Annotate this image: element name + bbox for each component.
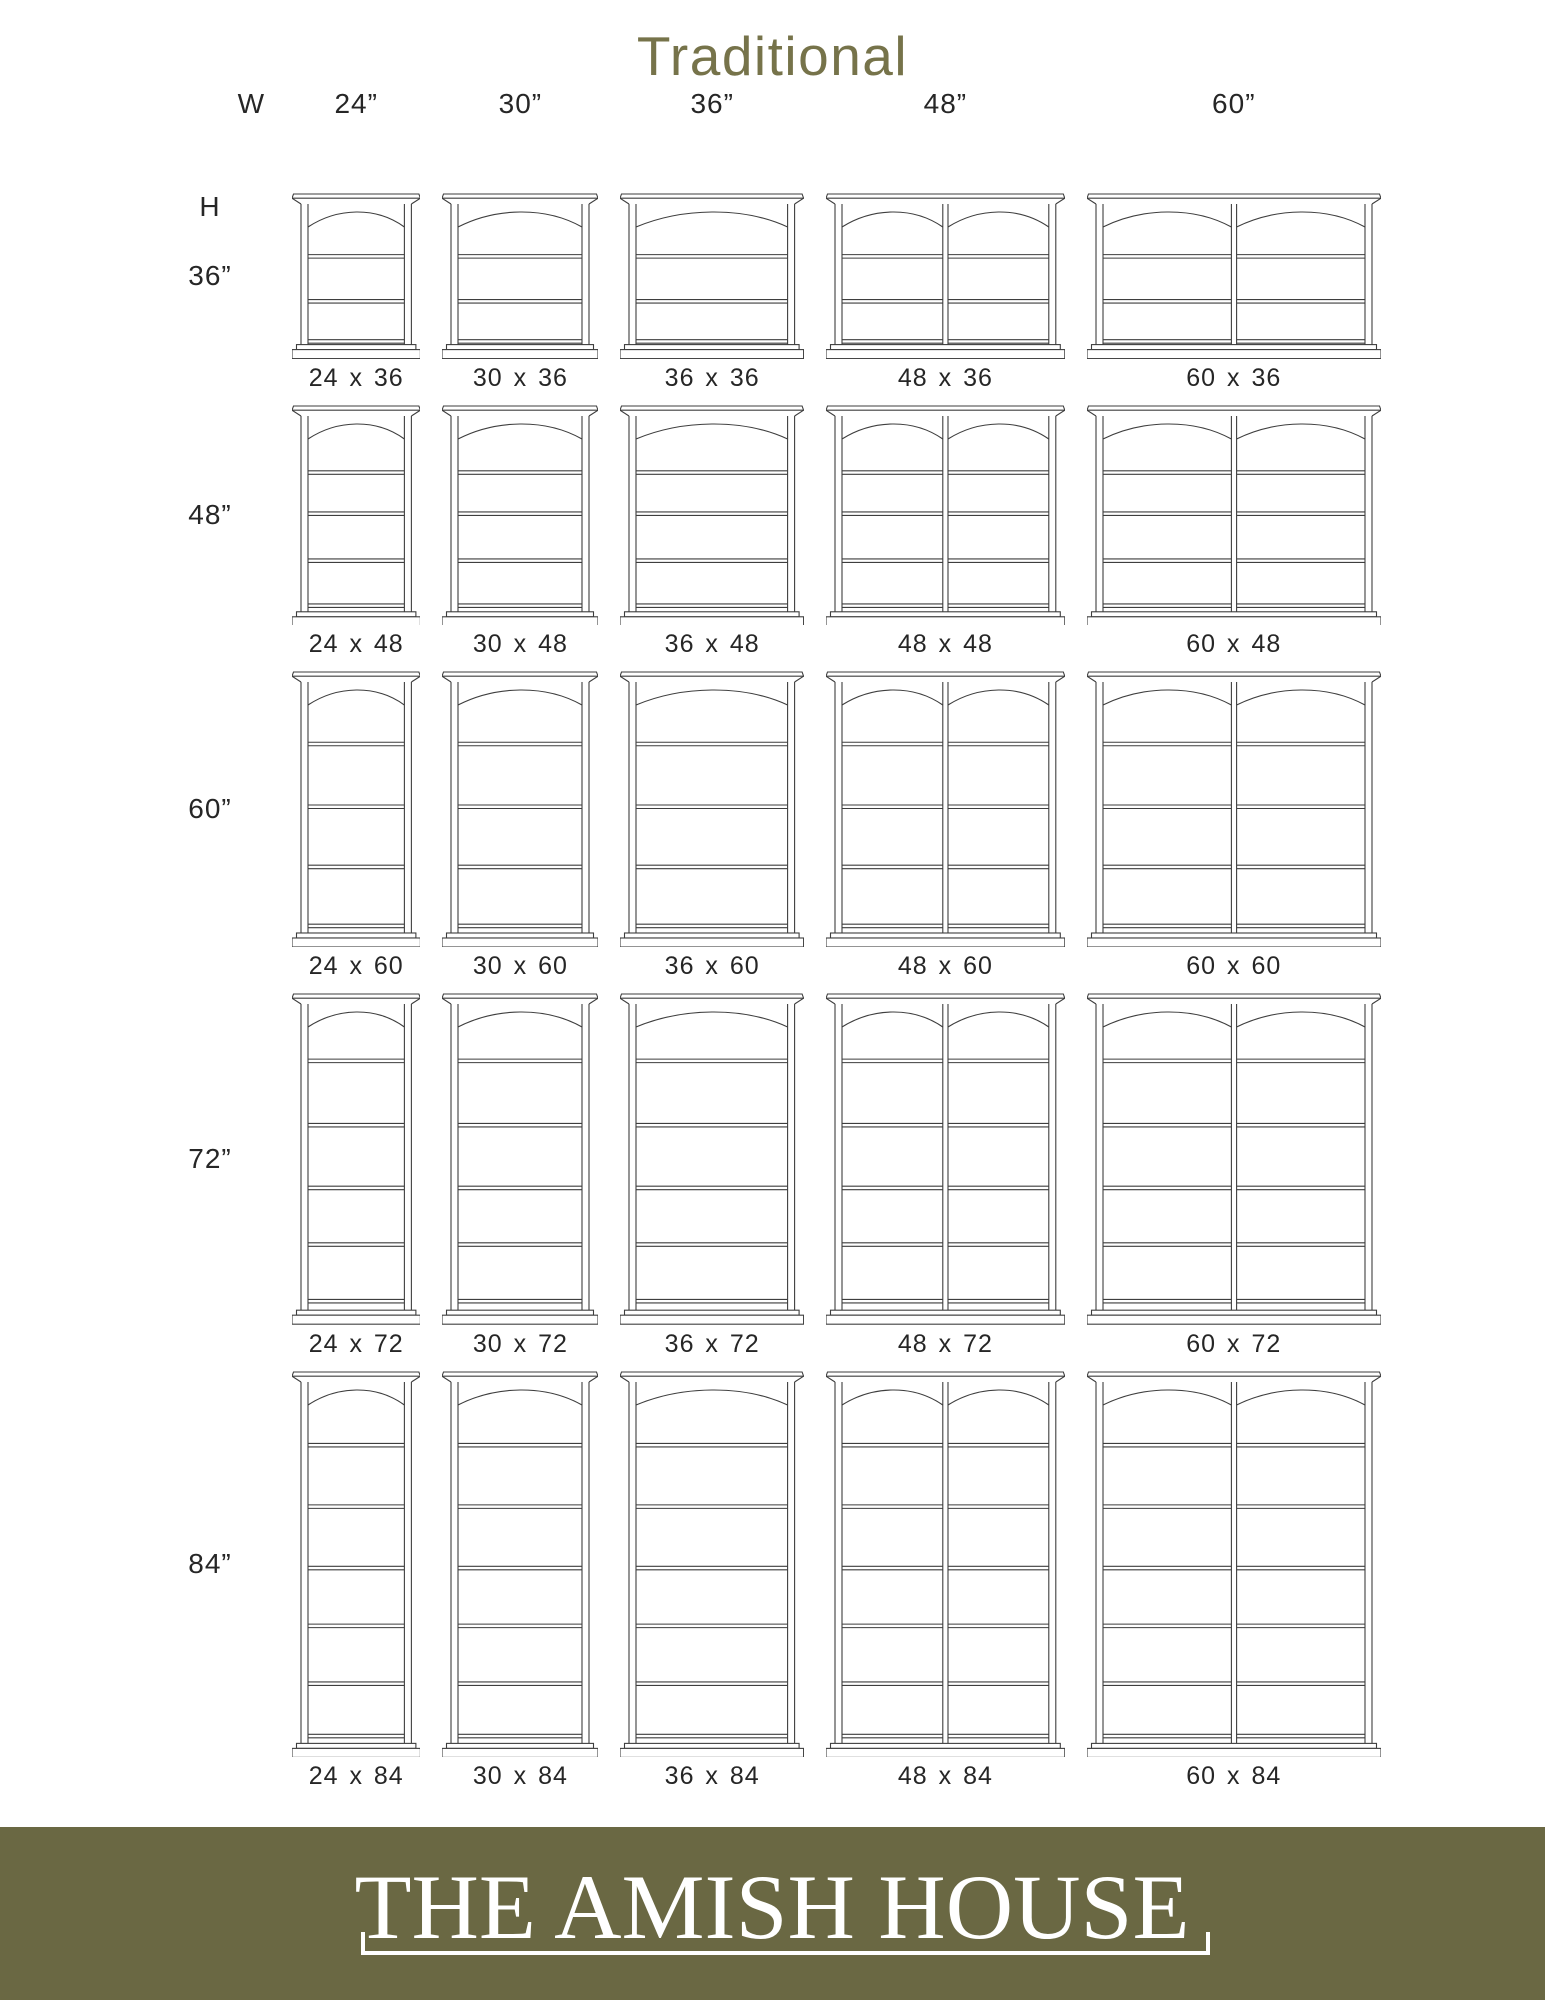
bookcase-diagram-30x72 (442, 993, 598, 1324)
size-row-60 (150, 671, 1381, 981)
bookcase-diagram-30x60 (442, 671, 598, 947)
bookcase-diagram-24x36 (292, 193, 420, 359)
size-row-72 (150, 993, 1381, 1358)
bookcase-diagram-60x36 (1087, 193, 1381, 359)
row-header-36: 36” H (150, 193, 270, 393)
bookcase-cell-48x36 (826, 193, 1065, 393)
bookcase-cell-36x60 (620, 671, 804, 981)
bookcase-diagram-36x60 (620, 671, 804, 947)
bookcase-cell-24x60 (292, 671, 420, 981)
size-label: 48 x 84 (897, 1761, 993, 1790)
size-label: 24 x 36 (308, 363, 404, 392)
bookcase-cell-48x84 (826, 1371, 1065, 1791)
size-label: 48 x 60 (897, 952, 993, 981)
bookcase-cell-48x48 (826, 405, 1065, 660)
size-label: 30 x 36 (472, 363, 568, 392)
size-label: 36 x 72 (664, 1329, 760, 1358)
bookcase-cell-60x84 (1087, 1371, 1381, 1791)
bookcase-diagram-48x60 (826, 671, 1065, 947)
width-header-row (150, 88, 1381, 130)
size-label: 30 x 84 (472, 1761, 568, 1790)
size-row-36 (150, 193, 1381, 393)
bookcase-cell-30x84 (442, 1371, 598, 1791)
size-label: 24 x 48 (308, 630, 404, 659)
bookcase-cell-30x60 (442, 671, 598, 981)
row-header-84: 84” (188, 1547, 232, 1579)
bookcase-diagram-36x48 (620, 405, 804, 626)
size-row-84 (150, 1371, 1381, 1791)
bookcase-cell-36x72 (620, 993, 804, 1358)
size-label: 30 x 60 (472, 952, 568, 981)
column-header-48: 48” (923, 88, 968, 119)
size-label: 24 x 84 (308, 1761, 404, 1790)
bookcase-cell-48x60 (826, 671, 1065, 981)
bookcase-cell-30x48 (442, 405, 598, 660)
bookcase-diagram-24x84 (292, 1371, 420, 1757)
grid-rows (150, 193, 1381, 1791)
bookcase-diagram-48x84 (826, 1371, 1065, 1757)
size-label: 60 x 36 (1186, 363, 1282, 392)
bookcase-cell-36x48 (620, 405, 804, 660)
size-label: 24 x 72 (308, 1329, 404, 1358)
bookcase-cell-60x36 (1087, 193, 1381, 393)
bookcase-cell-60x60 (1087, 671, 1381, 981)
size-label: 30 x 72 (472, 1329, 568, 1358)
bookcase-diagram-36x84 (620, 1371, 804, 1757)
size-label: 30 x 48 (472, 630, 568, 659)
size-label: 24 x 60 (308, 952, 404, 981)
height-axis-label: H (199, 191, 221, 222)
column-header-24: 24” (334, 88, 378, 119)
bookcase-cell-60x72 (1087, 993, 1381, 1358)
bookcase-cell-24x72 (292, 993, 420, 1358)
column-header-60: 60” (1212, 88, 1256, 119)
size-label: 60 x 72 (1186, 1329, 1282, 1358)
brand-name: THE AMISH HOUSE (354, 1856, 1190, 1958)
bookcase-diagram-30x84 (442, 1371, 598, 1757)
size-label: 60 x 84 (1186, 1761, 1282, 1790)
bookcase-diagram-24x60 (292, 671, 420, 947)
size-label: 48 x 48 (897, 630, 993, 659)
size-label: 48 x 72 (897, 1329, 993, 1358)
bookcase-diagram-60x72 (1087, 993, 1381, 1324)
bookcase-diagram-48x36 (826, 193, 1065, 359)
size-label: 36 x 48 (664, 630, 760, 659)
bookcase-diagram-60x84 (1087, 1371, 1381, 1757)
row-header-48: 48” (188, 498, 232, 530)
bookcase-cell-24x36 (292, 193, 420, 393)
bookcase-diagram-30x48 (442, 405, 598, 626)
bookcase-diagram-60x60 (1087, 671, 1381, 947)
bookcase-diagram-48x72 (826, 993, 1065, 1324)
size-label: 60 x 48 (1186, 630, 1282, 659)
size-row-48 (150, 405, 1381, 660)
column-header-36: 36” (690, 88, 734, 119)
bookcase-diagram-24x72 (292, 993, 420, 1324)
bookcase-diagram-48x48 (826, 405, 1065, 626)
size-grid (150, 88, 1381, 1803)
bookcase-cell-30x72 (442, 993, 598, 1358)
bookcase-diagram-36x72 (620, 993, 804, 1324)
bookcase-cell-48x72 (826, 993, 1065, 1358)
bookcase-cell-36x36 (620, 193, 804, 393)
bookcase-diagram-30x36 (442, 193, 598, 359)
size-label: 60 x 60 (1186, 952, 1282, 981)
bookcase-diagram-24x48 (292, 405, 420, 626)
width-axis-label: W (237, 88, 264, 119)
bookcase-cell-30x36 (442, 193, 598, 393)
size-label: 48 x 36 (897, 363, 993, 392)
page-title: Traditional (636, 25, 909, 87)
bookcase-diagram-60x48 (1087, 405, 1381, 626)
footer-band (0, 1827, 1545, 2000)
size-label: 36 x 84 (664, 1761, 760, 1790)
bookcase-cell-60x48 (1087, 405, 1381, 660)
bookcase-diagram-36x36 (620, 193, 804, 359)
size-label: 36 x 60 (664, 952, 760, 981)
row-header-72: 72” (188, 1142, 232, 1174)
bookcase-cell-36x84 (620, 1371, 804, 1791)
bookcase-cell-24x48 (292, 405, 420, 660)
bookcase-cell-24x84 (292, 1371, 420, 1791)
size-label: 36 x 36 (664, 363, 760, 392)
column-header-30: 30” (498, 88, 543, 119)
row-header-60: 60” (188, 793, 232, 825)
brand-logo (0, 1827, 1545, 2000)
